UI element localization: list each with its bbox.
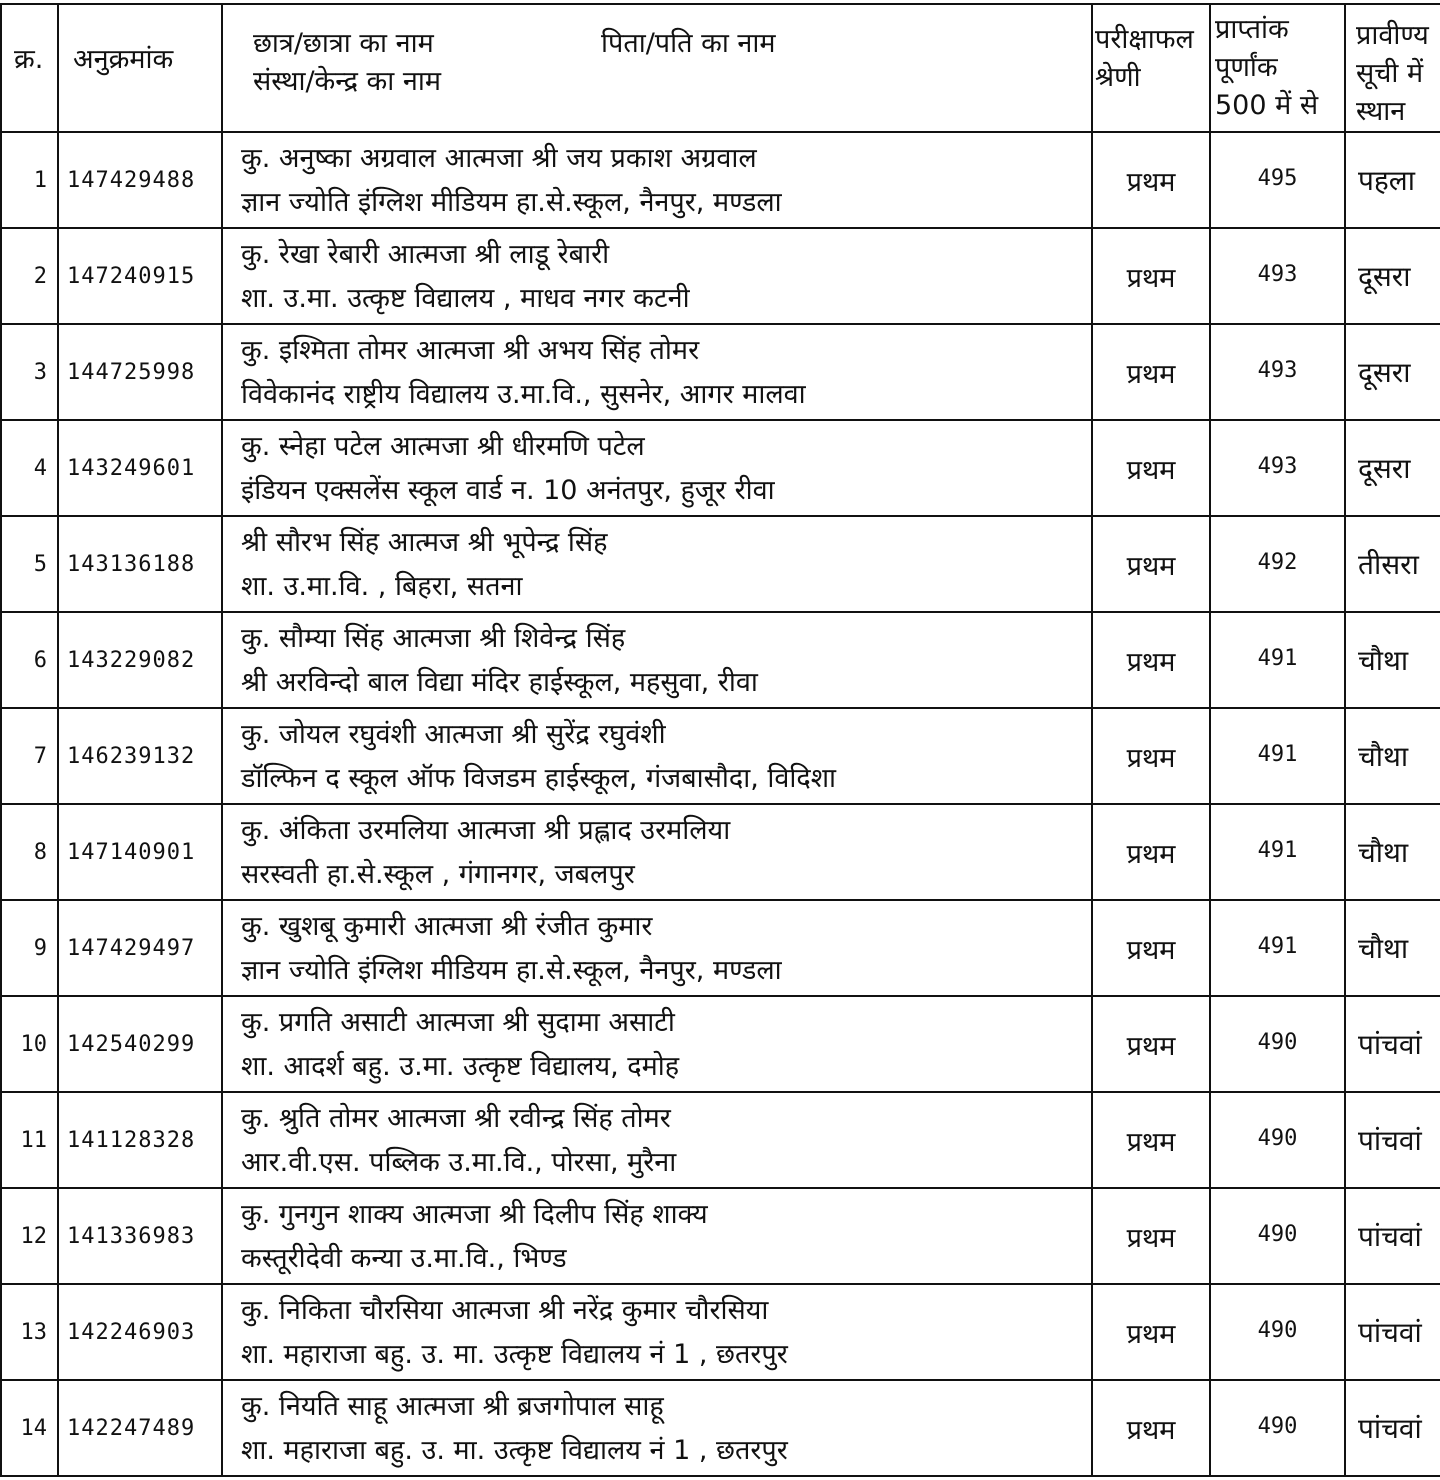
row-student-name: कु. रेखा रेबारी आत्मजा श्री लाडू रेबारी bbox=[241, 239, 610, 270]
row-student-name: कु. अनुष्का अग्रवाल आत्मजा श्री जय प्रकाश अग्रवाल bbox=[241, 143, 757, 174]
row-result-division: प्रथम bbox=[1092, 900, 1210, 996]
row-name-cell bbox=[222, 1380, 1092, 1476]
row-marks: 491 bbox=[1210, 900, 1345, 996]
row-name-cell bbox=[222, 1284, 1092, 1380]
row-name-cell bbox=[222, 228, 1092, 324]
row-merit-rank: दूसरा bbox=[1345, 324, 1440, 420]
row-roll-number: 146239132 bbox=[58, 708, 222, 804]
row-marks: 490 bbox=[1210, 1284, 1345, 1380]
row-merit-rank: पांचवां bbox=[1345, 1188, 1440, 1284]
row-student-name: कु. स्नेहा पटेल आत्मजा श्री धीरमणि पटेल bbox=[241, 431, 645, 462]
row-merit-rank: पांचवां bbox=[1345, 1092, 1440, 1188]
row-roll-number: 141128328 bbox=[58, 1092, 222, 1188]
row-serial-number: 2 bbox=[1, 228, 58, 324]
row-marks: 490 bbox=[1210, 1092, 1345, 1188]
row-result-division: प्रथम bbox=[1092, 996, 1210, 1092]
header-result-column bbox=[1092, 4, 1210, 132]
row-merit-rank: चौथा bbox=[1345, 900, 1440, 996]
row-school-name: शा. महाराजा बहु. उ. मा. उत्कृष्ट विद्यालय नं 1 , छतरपुर bbox=[241, 1435, 788, 1466]
row-marks: 491 bbox=[1210, 612, 1345, 708]
row-result-division: प्रथम bbox=[1092, 1092, 1210, 1188]
header-roll-number: अनुक्रमांक bbox=[58, 4, 222, 132]
row-marks: 490 bbox=[1210, 1380, 1345, 1476]
row-roll-number: 143249601 bbox=[58, 420, 222, 516]
header-marks-column bbox=[1210, 4, 1345, 132]
row-marks: 493 bbox=[1210, 324, 1345, 420]
row-roll-number: 144725998 bbox=[58, 324, 222, 420]
table-row bbox=[1, 996, 1440, 1092]
row-roll-number: 147140901 bbox=[58, 804, 222, 900]
row-serial-number: 7 bbox=[1, 708, 58, 804]
table-row bbox=[1, 612, 1440, 708]
row-name-cell bbox=[222, 516, 1092, 612]
row-name-cell bbox=[222, 996, 1092, 1092]
row-roll-number: 147240915 bbox=[58, 228, 222, 324]
row-result-division: प्रथम bbox=[1092, 324, 1210, 420]
merit-list-table bbox=[0, 3, 1440, 1477]
header-rank-line3: स्थान bbox=[1356, 96, 1406, 127]
row-student-name: कु. गुनगुन शाक्य आत्मजा श्री दिलीप सिंह शाक्य bbox=[241, 1199, 708, 1230]
row-merit-rank: पांचवां bbox=[1345, 1284, 1440, 1380]
row-school-name: विवेकानंद राष्ट्रीय विद्यालय उ.मा.वि., सुसनेर, आगर मालवा bbox=[241, 379, 806, 410]
row-school-name: ज्ञान ज्योति इंग्लिश मीडियम हा.से.स्कूल, नैनपुर, मण्डला bbox=[241, 187, 782, 218]
row-student-name: कु. नियति साहू आत्मजा श्री ब्रजगोपाल साहू bbox=[241, 1391, 664, 1422]
row-roll-number: 142246903 bbox=[58, 1284, 222, 1380]
header-father-name: पिता/पति का नाम bbox=[601, 28, 776, 59]
row-name-cell bbox=[222, 324, 1092, 420]
row-marks: 495 bbox=[1210, 132, 1345, 228]
row-school-name: शा. महाराजा बहु. उ. मा. उत्कृष्ट विद्यालय नं 1 , छतरपुर bbox=[241, 1339, 788, 1370]
row-student-name: कु. जोयल रघुवंशी आत्मजा श्री सुरेंद्र रघुवंशी bbox=[241, 719, 666, 750]
row-merit-rank: चौथा bbox=[1345, 708, 1440, 804]
header-rank-line2: सूची में bbox=[1356, 58, 1424, 89]
row-student-name: कु. सौम्या सिंह आत्मजा श्री शिवेन्द्र सिंह bbox=[241, 623, 626, 654]
table-row bbox=[1, 324, 1440, 420]
header-student-name: छात्र/छात्रा का नाम bbox=[253, 28, 434, 59]
row-merit-rank: चौथा bbox=[1345, 804, 1440, 900]
row-student-name: श्री सौरभ सिंह आत्मज श्री भूपेन्द्र सिंह bbox=[241, 527, 608, 558]
table-row bbox=[1, 900, 1440, 996]
row-serial-number: 9 bbox=[1, 900, 58, 996]
row-student-name: कु. अंकिता उरमलिया आत्मजा श्री प्रह्लाद उरमलिया bbox=[241, 815, 731, 846]
header-rank-line1: प्रावीण्य bbox=[1356, 20, 1429, 51]
row-result-division: प्रथम bbox=[1092, 1284, 1210, 1380]
row-serial-number: 11 bbox=[1, 1092, 58, 1188]
row-student-name: कु. निकिता चौरसिया आत्मजा श्री नरेंद्र कुमार चौरसिया bbox=[241, 1295, 769, 1326]
table-row bbox=[1, 708, 1440, 804]
table-header-row bbox=[1, 4, 1440, 132]
row-school-name: कस्तूरीदेवी कन्या उ.मा.वि., भिण्ड bbox=[241, 1243, 567, 1274]
row-serial-number: 10 bbox=[1, 996, 58, 1092]
row-result-division: प्रथम bbox=[1092, 516, 1210, 612]
row-result-division: प्रथम bbox=[1092, 1380, 1210, 1476]
row-merit-rank: दूसरा bbox=[1345, 420, 1440, 516]
row-school-name: आर.वी.एस. पब्लिक उ.मा.वि., पोरसा, मुरैना bbox=[241, 1147, 677, 1178]
header-marks-line1: प्राप्तांक bbox=[1215, 14, 1289, 45]
row-merit-rank: दूसरा bbox=[1345, 228, 1440, 324]
row-serial-number: 4 bbox=[1, 420, 58, 516]
table-row bbox=[1, 1092, 1440, 1188]
row-marks: 492 bbox=[1210, 516, 1345, 612]
table-row bbox=[1, 1380, 1440, 1476]
row-roll-number: 147429488 bbox=[58, 132, 222, 228]
row-marks: 493 bbox=[1210, 420, 1345, 516]
row-result-division: प्रथम bbox=[1092, 228, 1210, 324]
row-serial-number: 13 bbox=[1, 1284, 58, 1380]
row-merit-rank: पांचवां bbox=[1345, 1380, 1440, 1476]
table-row bbox=[1, 804, 1440, 900]
row-student-name: कु. इश्मिता तोमर आत्मजा श्री अभय सिंह तोमर bbox=[241, 335, 700, 366]
row-result-division: प्रथम bbox=[1092, 132, 1210, 228]
row-merit-rank: पहला bbox=[1345, 132, 1440, 228]
row-name-cell bbox=[222, 804, 1092, 900]
row-name-cell bbox=[222, 612, 1092, 708]
row-serial-number: 8 bbox=[1, 804, 58, 900]
header-institution-name: संस्था/केन्द्र का नाम bbox=[253, 66, 441, 97]
header-result-line2: श्रेणी bbox=[1095, 62, 1141, 93]
row-marks: 491 bbox=[1210, 708, 1345, 804]
row-school-name: ज्ञान ज्योति इंग्लिश मीडियम हा.से.स्कूल, नैनपुर, मण्डला bbox=[241, 955, 782, 986]
row-marks: 493 bbox=[1210, 228, 1345, 324]
row-name-cell bbox=[222, 1188, 1092, 1284]
table-row bbox=[1, 132, 1440, 228]
header-result-line1: परीक्षाफल bbox=[1095, 24, 1194, 55]
row-merit-rank: तीसरा bbox=[1345, 516, 1440, 612]
row-school-name: डॉल्फिन द स्कूल ऑफ विजडम हाईस्कूल, गंजबासौदा, विदिशा bbox=[241, 763, 837, 794]
row-roll-number: 147429497 bbox=[58, 900, 222, 996]
row-student-name: कु. खुशबू कुमारी आत्मजा श्री रंजीत कुमार bbox=[241, 911, 653, 942]
row-marks: 490 bbox=[1210, 996, 1345, 1092]
row-school-name: श्री अरविन्दो बाल विद्या मंदिर हाईस्कूल, महसुवा, रीवा bbox=[241, 667, 758, 698]
row-merit-rank: पांचवां bbox=[1345, 996, 1440, 1092]
row-roll-number: 142540299 bbox=[58, 996, 222, 1092]
row-name-cell bbox=[222, 420, 1092, 516]
header-marks-line3: 500 में से bbox=[1215, 90, 1319, 121]
row-school-name: शा. आदर्श बहु. उ.मा. उत्कृष्ट विद्यालय, दमोह bbox=[241, 1051, 680, 1082]
header-rank-column bbox=[1345, 4, 1440, 132]
row-serial-number: 12 bbox=[1, 1188, 58, 1284]
row-name-cell bbox=[222, 1092, 1092, 1188]
row-marks: 490 bbox=[1210, 1188, 1345, 1284]
table-row bbox=[1, 1284, 1440, 1380]
row-serial-number: 14 bbox=[1, 1380, 58, 1476]
table-body bbox=[1, 132, 1440, 1476]
row-result-division: प्रथम bbox=[1092, 1188, 1210, 1284]
row-roll-number: 141336983 bbox=[58, 1188, 222, 1284]
row-name-cell bbox=[222, 708, 1092, 804]
row-result-division: प्रथम bbox=[1092, 420, 1210, 516]
row-result-division: प्रथम bbox=[1092, 708, 1210, 804]
row-roll-number: 142247489 bbox=[58, 1380, 222, 1476]
row-name-cell bbox=[222, 132, 1092, 228]
row-school-name: सरस्वती हा.से.स्कूल , गंगानगर, जबलपुर bbox=[241, 859, 635, 890]
row-roll-number: 143136188 bbox=[58, 516, 222, 612]
row-result-division: प्रथम bbox=[1092, 804, 1210, 900]
row-serial-number: 6 bbox=[1, 612, 58, 708]
row-serial-number: 5 bbox=[1, 516, 58, 612]
table-row bbox=[1, 1188, 1440, 1284]
table-row bbox=[1, 228, 1440, 324]
row-roll-number: 143229082 bbox=[58, 612, 222, 708]
row-result-division: प्रथम bbox=[1092, 612, 1210, 708]
header-name-column bbox=[222, 4, 1092, 132]
row-school-name: इंडियन एक्सलेंस स्कूल वार्ड न. 10 अनंतपुर, हुजूर रीवा bbox=[241, 475, 775, 506]
row-name-cell bbox=[222, 900, 1092, 996]
row-serial-number: 1 bbox=[1, 132, 58, 228]
row-marks: 491 bbox=[1210, 804, 1345, 900]
header-serial-number: क्र. bbox=[1, 4, 58, 132]
header-marks-line2: पूर्णांक bbox=[1215, 52, 1278, 83]
row-serial-number: 3 bbox=[1, 324, 58, 420]
row-merit-rank: चौथा bbox=[1345, 612, 1440, 708]
row-school-name: शा. उ.मा. उत्कृष्ट विद्यालय , माधव नगर कटनी bbox=[241, 283, 690, 314]
row-student-name: कु. श्रुति तोमर आत्मजा श्री रवीन्द्र सिंह तोमर bbox=[241, 1103, 671, 1134]
row-student-name: कु. प्रगति असाटी आत्मजा श्री सुदामा असाटी bbox=[241, 1007, 675, 1038]
table-row bbox=[1, 516, 1440, 612]
row-school-name: शा. उ.मा.वि. , बिहरा, सतना bbox=[241, 571, 523, 602]
table-row bbox=[1, 420, 1440, 516]
